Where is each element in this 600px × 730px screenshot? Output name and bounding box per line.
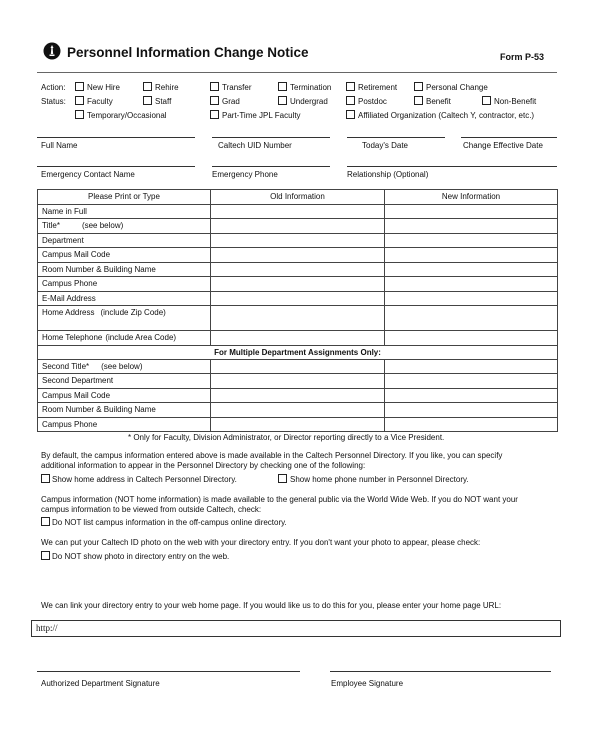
new-info-cell[interactable] xyxy=(385,374,558,389)
page-title: Personnel Information Change Notice xyxy=(67,45,309,60)
department-signature-line[interactable] xyxy=(37,671,300,672)
row-label: Campus Mail Code xyxy=(38,248,211,263)
new-info-cell[interactable] xyxy=(385,233,558,248)
checkbox-benefit[interactable] xyxy=(414,96,423,105)
row-label: Campus Mail Code xyxy=(38,388,211,403)
table-row xyxy=(38,388,558,403)
effective-date-label: Change Effective Date xyxy=(463,141,543,150)
action-label: Action: xyxy=(41,83,66,92)
table-row xyxy=(38,277,558,292)
table-row xyxy=(38,248,558,263)
table-row xyxy=(38,374,558,389)
checkbox-non-benefit[interactable] xyxy=(482,96,491,105)
new-info-cell[interactable] xyxy=(385,277,558,292)
staff-label: Staff xyxy=(155,97,172,106)
termination-label: Termination xyxy=(290,83,332,92)
header-new-info: New Information xyxy=(385,190,558,205)
row-label: E-Mail Address xyxy=(38,291,211,306)
temporary-label: Temporary/Occasional xyxy=(87,111,167,120)
row-label: Campus Phone xyxy=(38,277,211,292)
old-info-cell[interactable] xyxy=(211,277,385,292)
old-info-cell[interactable] xyxy=(211,233,385,248)
caltech-logo-icon xyxy=(43,42,61,60)
show-home-phone-label: Show home phone number in Personnel Directory. xyxy=(290,475,469,484)
section-row xyxy=(38,345,558,359)
table-header-row xyxy=(38,190,558,205)
emergency-phone-line[interactable] xyxy=(212,166,330,167)
new-hire-label: New Hire xyxy=(87,83,120,92)
old-info-cell[interactable] xyxy=(211,403,385,418)
old-info-cell[interactable] xyxy=(211,331,385,346)
department-signature-label: Authorized Department Signature xyxy=(41,679,160,688)
table-row xyxy=(38,233,558,248)
checkbox-staff[interactable] xyxy=(143,96,152,105)
uid-line[interactable] xyxy=(212,137,330,138)
new-info-cell[interactable] xyxy=(385,417,558,432)
rehire-label: Rehire xyxy=(155,83,179,92)
new-info-cell[interactable] xyxy=(385,359,558,374)
table-row xyxy=(38,306,558,331)
new-info-cell[interactable] xyxy=(385,219,558,234)
grad-label: Grad xyxy=(222,97,240,106)
checkbox-undergrad[interactable] xyxy=(278,96,287,105)
old-info-cell[interactable] xyxy=(211,359,385,374)
old-info-cell[interactable] xyxy=(211,262,385,277)
row-label: Home Address (include Zip Code) xyxy=(38,306,211,331)
show-home-address-label: Show home address in Caltech Personnel Directory. xyxy=(52,475,237,484)
table-row xyxy=(38,262,558,277)
old-info-cell[interactable] xyxy=(211,388,385,403)
row-label: Department xyxy=(38,233,211,248)
row-label: Room Number & Building Name xyxy=(38,403,211,418)
emergency-contact-line[interactable] xyxy=(37,166,195,167)
table-row xyxy=(38,359,558,374)
new-info-cell[interactable] xyxy=(385,291,558,306)
retirement-label: Retirement xyxy=(358,83,398,92)
new-info-cell[interactable] xyxy=(385,262,558,277)
checkbox-transfer[interactable] xyxy=(210,82,219,91)
new-info-cell[interactable] xyxy=(385,403,558,418)
table-row xyxy=(38,403,558,418)
transfer-label: Transfer xyxy=(222,83,252,92)
row-label: Campus Phone xyxy=(38,417,211,432)
benefit-label: Benefit xyxy=(426,97,451,106)
checkbox-postdoc[interactable] xyxy=(346,96,355,105)
directory-intro-line2: additional information to appear in the Personnel Directory by checking one of the following: xyxy=(41,461,366,470)
part-time-jpl-label: Part-Time JPL Faculty xyxy=(222,111,301,120)
row-label: Name in Full xyxy=(38,204,211,219)
new-info-cell[interactable] xyxy=(385,331,558,346)
old-info-cell[interactable] xyxy=(211,374,385,389)
checkbox-temporary[interactable] xyxy=(75,110,84,119)
old-info-cell[interactable] xyxy=(211,306,385,331)
todays-date-line[interactable] xyxy=(347,137,445,138)
non-benefit-label: Non-Benefit xyxy=(494,97,537,106)
checkbox-do-not-photo[interactable] xyxy=(41,551,50,560)
old-info-cell[interactable] xyxy=(211,417,385,432)
row-label: Second Department xyxy=(38,374,211,389)
checkbox-new-hire[interactable] xyxy=(75,82,84,91)
title-footnote: * Only for Faculty, Division Administrator, or Director reporting directly to a Vice President. xyxy=(128,433,445,442)
new-info-cell[interactable] xyxy=(385,306,558,331)
campus-info-line1: Campus information (NOT home information) is made available to the general public via the World Wide Web. If you do NOT want your xyxy=(41,495,518,504)
undergrad-label: Undergrad xyxy=(290,97,328,106)
row-label: Home Telephone (include Area Code) xyxy=(38,331,211,346)
checkbox-do-not-list[interactable] xyxy=(41,517,50,526)
checkbox-personal-change[interactable] xyxy=(414,82,423,91)
checkbox-termination[interactable] xyxy=(278,82,287,91)
checkbox-rehire[interactable] xyxy=(143,82,152,91)
relationship-label: Relationship (Optional) xyxy=(347,170,429,179)
old-info-cell[interactable] xyxy=(211,219,385,234)
employee-signature-line[interactable] xyxy=(330,671,551,672)
old-info-cell[interactable] xyxy=(211,248,385,263)
row-label: Title* (see below) xyxy=(38,219,211,234)
relationship-line[interactable] xyxy=(347,166,557,167)
header-old-info: Old Information xyxy=(211,190,385,205)
full-name-line[interactable] xyxy=(37,137,195,138)
homepage-url-input[interactable]: http:// xyxy=(31,620,561,637)
information-table xyxy=(37,189,558,432)
campus-info-line2: campus information to be viewed from outside Caltech, check: xyxy=(41,505,262,514)
header-divider xyxy=(37,72,557,73)
row-label: Second Title* (see below) xyxy=(38,359,211,374)
table-row xyxy=(38,219,558,234)
table-row xyxy=(38,417,558,432)
effective-date-line[interactable] xyxy=(461,137,557,138)
multiple-assignments-title: For Multiple Department Assignments Only: xyxy=(38,345,558,359)
full-name-label: Full Name xyxy=(41,141,78,150)
checkbox-show-home-address[interactable] xyxy=(41,474,50,483)
header-please-print: Please Print or Type xyxy=(38,190,211,205)
todays-date-label: Today's Date xyxy=(362,141,408,150)
checkbox-show-home-phone[interactable] xyxy=(278,474,287,483)
do-not-photo-label: Do NOT show photo in directory entry on the web. xyxy=(52,552,230,561)
row-label: Room Number & Building Name xyxy=(38,262,211,277)
new-info-cell[interactable] xyxy=(385,248,558,263)
homepage-info-line: We can link your directory entry to your web home page. If you would like us to do this for you, please enter your home page URL: xyxy=(41,601,502,610)
postdoc-label: Postdoc xyxy=(358,97,387,106)
table-row xyxy=(38,204,558,219)
employee-signature-label: Employee Signature xyxy=(331,679,404,688)
new-info-cell[interactable] xyxy=(385,388,558,403)
old-info-cell[interactable] xyxy=(211,291,385,306)
new-info-cell[interactable] xyxy=(385,204,558,219)
emergency-contact-label: Emergency Contact Name xyxy=(41,170,135,179)
do-not-list-label: Do NOT list campus information in the off-campus online directory. xyxy=(52,518,287,527)
checkbox-grad[interactable] xyxy=(210,96,219,105)
table-row xyxy=(38,291,558,306)
personal-change-label: Personal Change xyxy=(426,83,488,92)
form-number: Form P-53 xyxy=(500,52,545,62)
emergency-phone-label: Emergency Phone xyxy=(212,170,278,179)
checkbox-faculty[interactable] xyxy=(75,96,84,105)
checkbox-retirement[interactable] xyxy=(346,82,355,91)
photo-info-line: We can put your Caltech ID photo on the web with your directory entry. If you don't want your photo to appear, please check: xyxy=(41,538,481,547)
uid-label: Caltech UID Number xyxy=(218,141,292,150)
table-row xyxy=(38,331,558,346)
directory-intro-line1: By default, the campus information entered above is made available in the Caltech Personnel Directory. If you like, you can specify xyxy=(41,451,503,460)
status-label: Status: xyxy=(41,97,66,106)
old-info-cell[interactable] xyxy=(211,204,385,219)
checkbox-part-time-jpl[interactable] xyxy=(210,110,219,119)
faculty-label: Faculty xyxy=(87,97,113,106)
checkbox-affiliated[interactable] xyxy=(346,110,355,119)
affiliated-label: Affiliated Organization (Caltech Y, contractor, etc.) xyxy=(358,111,535,120)
